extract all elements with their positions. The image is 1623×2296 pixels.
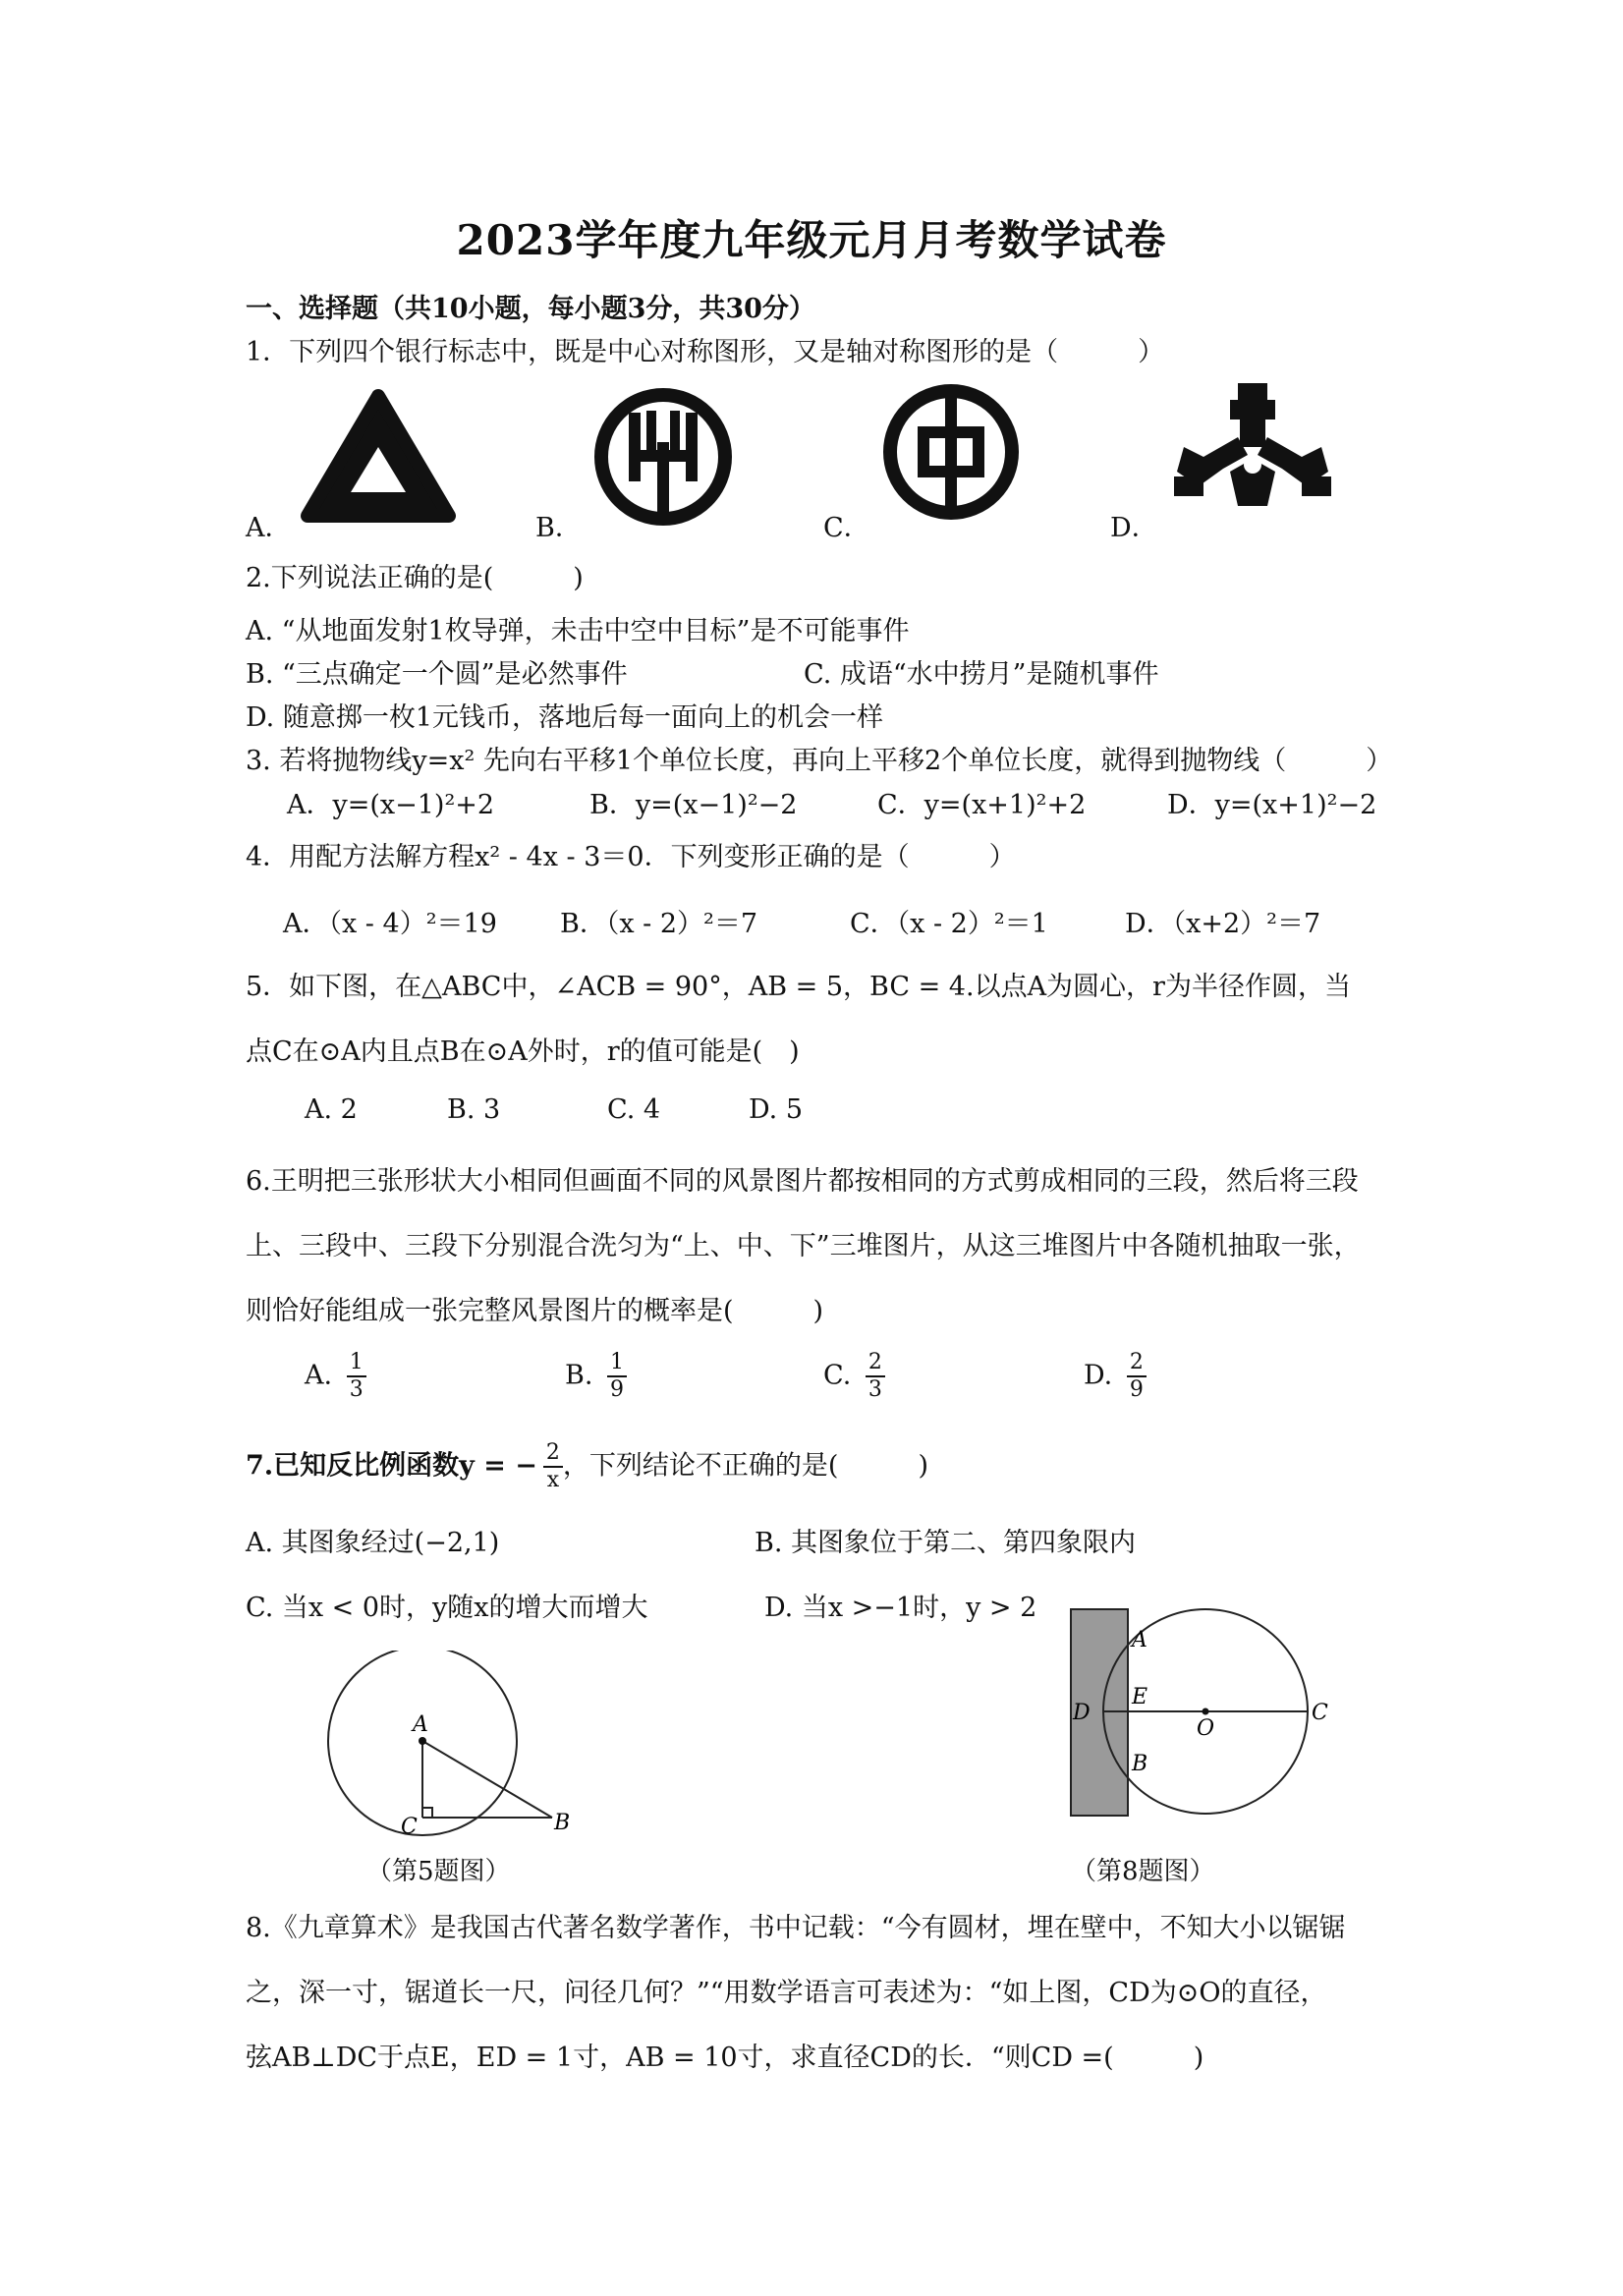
bank-logo-a-icon — [300, 388, 457, 526]
bank-logo-b-icon — [589, 383, 737, 531]
point-c-label: C — [1312, 1701, 1328, 1725]
q7-option-b: B. 其图象位于第二、第四象限内 — [755, 1528, 1137, 1558]
point-b-label: B — [1132, 1752, 1148, 1776]
q6-stem-line3: 则恰好能组成一张完整风景图片的概率是( ) — [246, 1296, 824, 1326]
section-heading: 一、选择题（共10小题，每小题3分，共30分） — [246, 294, 815, 324]
q4-option-d: D．（x+2）²＝7 — [1125, 909, 1321, 939]
fraction: $\frac{2}{3}$ — [866, 1352, 885, 1401]
point-b-label: B — [554, 1811, 571, 1835]
q7-option-a: A. 其图象经过(−2,1) — [246, 1528, 500, 1558]
q2-option-c: C. 成语“水中捞月”是随机事件 — [804, 659, 1159, 690]
bank-logo-d-icon — [1169, 378, 1336, 521]
q5-stem-line1: 5．如下图，在△ABC中，∠ACB = 90°，AB = 5，BC = 4.以点A为圆心，r为半径作圆，当 — [246, 972, 1351, 1002]
q8-stem-line3: 弦AB⊥DC于点E，ED = 1寸，AB = 10寸，求直径CD的长．“则CD =( ) — [246, 2043, 1204, 2073]
q2-stem: 2.下列说法正确的是( ) — [246, 563, 584, 593]
q4-option-a: A．（x - 4）²＝19 — [283, 909, 497, 939]
q4-option-b: B．（x - 2）²＝7 — [560, 909, 758, 939]
fraction: $\frac{1}{3}$ — [347, 1352, 366, 1401]
point-d-label: D — [1073, 1701, 1091, 1725]
q3-option-d: D．y=(x+1)²−2 — [1167, 790, 1377, 820]
q6-option-c: C. $\frac{2}{3}$ — [823, 1352, 885, 1401]
point-o-label: O — [1197, 1716, 1215, 1741]
q3-option-b: B．y=(x−1)²−2 — [589, 790, 798, 820]
q6-option-a: A. $\frac{1}{3}$ — [305, 1352, 366, 1401]
point-e-label: E — [1132, 1685, 1148, 1709]
q7-option-d: D. 当x >−1时，y > 2 — [764, 1593, 1037, 1623]
q7-option-c: C. 当x < 0时，y随x的增大而增大 — [246, 1593, 648, 1623]
q6-stem-line2: 上、三段中、三段下分别混合洗匀为“上、中、下”三堆图片，从这三堆图片中各随机抽取一张， — [246, 1231, 1361, 1261]
q5-stem-line2: 点C在⊙A内且点B在⊙A外时，r的值可能是( ) — [246, 1036, 800, 1067]
q3-stem: 3. 若将抛物线y=x² 先向右平移1个单位长度，再向上平移2个单位长度，就得到抛物线（ ） — [246, 746, 1393, 776]
q8-stem-line2: 之，深一寸，锯道长一尺，问径几何？”“用数学语言可表述为：“如上图，CD为⊙O的直径， — [246, 1978, 1327, 2008]
figure-8-caption: （第8题图） — [1071, 1857, 1215, 1886]
q8-stem-line1: 8.《九章算术》是我国古代著名数学著作，书中记载：“今有圆材，埋在壁中，不知大小以锯锯 — [246, 1913, 1346, 1943]
q6-option-d: D. $\frac{2}{9}$ — [1084, 1352, 1147, 1401]
q1-option-c-label: C． — [823, 513, 870, 543]
q5-option-a: A. 2 — [305, 1094, 358, 1125]
q5-option-c: C. 4 — [607, 1094, 661, 1125]
q1-option-d-label: D． — [1110, 513, 1158, 543]
q3-option-c: C．y=(x+1)²+2 — [877, 790, 1087, 820]
q6-stem-line1: 6.王明把三张形状大小相同但画面不同的风景图片都按相同的方式剪成相同的三段，然后将三段 — [246, 1166, 1359, 1197]
figure-8-diagram — [1061, 1601, 1356, 1827]
q4-option-c: C．（x - 2）²＝1 — [850, 909, 1048, 939]
q3-option-a: A．y=(x−1)²+2 — [287, 790, 495, 820]
point-a-label: A — [413, 1712, 428, 1737]
q5-option-b: B. 3 — [447, 1094, 501, 1125]
q1-stem: 1．下列四个银行标志中，既是中心对称图形，又是轴对称图形的是（ ） — [246, 337, 1165, 367]
fraction: $\frac{2}{9}$ — [1127, 1352, 1147, 1401]
q7-stem: 7.已知反比例函数y = − $\frac{2}{x}$ ，下列结论不正确的是( ) — [246, 1440, 928, 1492]
q5-option-d: D. 5 — [749, 1094, 804, 1125]
bank-logo-c-icon — [877, 378, 1025, 526]
q4-stem: 4．用配方法解方程x² - 4x - 3＝0．下列变形正确的是（ ） — [246, 842, 1016, 872]
fraction: $\frac{1}{9}$ — [607, 1352, 627, 1401]
point-c-label: C — [401, 1815, 418, 1839]
page-title: 2023学年度九年级元月月考数学试卷 — [456, 216, 1167, 264]
fraction: $\frac{2}{x}$ — [543, 1442, 563, 1491]
q6-option-b: B. $\frac{1}{9}$ — [565, 1352, 627, 1401]
figure-5-caption: （第5题图） — [366, 1857, 511, 1886]
q1-option-b-label: B． — [535, 513, 582, 543]
point-a-label: A — [1132, 1628, 1147, 1652]
figure-5-diagram — [314, 1651, 589, 1847]
q2-option-d: D. 随意掷一枚1元钱币，落地后每一面向上的机会一样 — [246, 702, 884, 733]
q1-option-a-label: A． — [246, 513, 292, 543]
q2-option-a: A. “从地面发射1枚导弹，未击中空中目标”是不可能事件 — [246, 616, 910, 646]
q2-option-b: B. “三点确定一个圆”是必然事件 — [246, 659, 628, 690]
